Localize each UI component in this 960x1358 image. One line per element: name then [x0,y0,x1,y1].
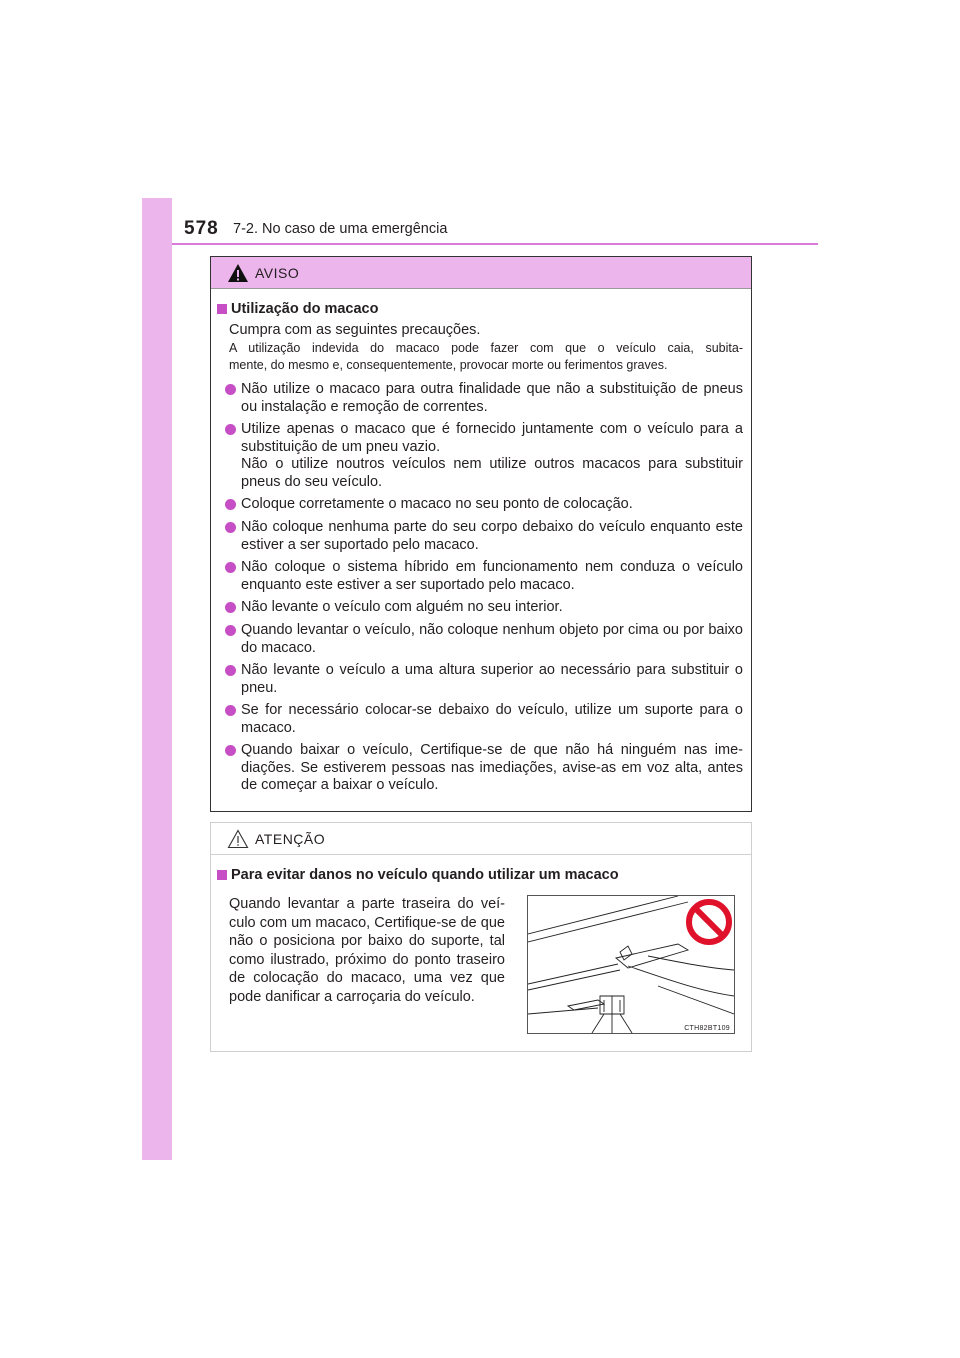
warning-bullet: Não levante o veículo a uma altura superior ao necessário para substituir o pneu. [225,662,743,697]
bullet-dot-icon [225,522,236,533]
chapter-side-bar [142,198,172,1160]
warning-note-line2: mente, do mesmo e, consequentemente, provocar morte ou ferimentos graves. [229,358,668,372]
bullet-dot-icon [225,562,236,573]
caution-topic-text: Para evitar danos no veículo quando utilizar um macaco [231,867,619,883]
warning-bullet: Não levante o veículo com alguém no seu interior. [225,599,743,617]
bullet-dot-icon [225,665,236,676]
warning-note-line1: A utilização indevida do macaco pode fazer com que o veículo caia, subita- [229,341,743,355]
caution-label: ATENÇÃO [255,830,326,847]
bullet-dot-icon [225,499,236,510]
header-rule [172,243,818,245]
caution-box [210,822,752,1052]
warning-bullet: Não coloque o sistema híbrido em funcionamento nem conduza o veículo enquanto este estiver a ser suportado pelo macaco. [225,559,743,594]
warning-topic-text: Utilização do macaco [231,301,379,317]
bullet-dot-icon [225,745,236,756]
warning-box [210,256,752,812]
bullet-dot-icon [225,424,236,435]
warning-label: AVISO [255,264,300,281]
warning-topic [217,301,378,317]
topic-square-icon [217,870,227,880]
bullet-dot-icon [225,705,236,716]
caution-header [211,823,751,855]
caution-topic [217,867,619,883]
bullet-dot-icon [225,384,236,395]
page-number: 578 [184,218,219,239]
warning-intro: Cumpra com as seguintes precauções. [229,322,481,338]
warning-bullet: Coloque corretamente o macaco no seu ponto de colocação. [225,496,743,514]
caution-text: Quando levantar a parte traseira do veí-culo com um macaco, Certifique-se de que não o posiciona por baixo do suporte, tal como ilustrado, próximo do ponto traseiro de colocação do macaco, uma vez que pode danificar a carroçaria do veículo. [229,896,505,1005]
warning-header [211,257,751,289]
bullet-dot-icon [225,602,236,613]
warning-bullet: Não coloque nenhuma parte do seu corpo debaixo do veículo enquanto este estiver a ser suportado pelo macaco. [225,519,743,554]
caution-triangle-icon [227,829,249,849]
topic-square-icon [217,304,227,314]
warning-bullet: Quando baixar o veículo, Certifique-se de que não há ninguém nas ime-diações. Se estiverem pessoas nas imediações, avise-as em voz alta, antes de começar a baixar o veículo. [225,742,743,795]
warning-triangle-icon [227,263,249,283]
warning-bullet: Quando levantar o veículo, não coloque nenhum objeto por cima ou por baixo do macaco. [225,622,743,657]
warning-bullet: Utilize apenas o macaco que é fornecido juntamente com o veículo para a substituição de um pneu vazio. Não o utilize noutros veículos nem utilize outros macacos para substituir pneus do seu veículo. [225,421,743,491]
bullet-dot-icon [225,625,236,636]
warning-bullet: Não utilize o macaco para outra finalidade que não a substituição de pneus ou instalação e remoção de correntes. [225,381,743,416]
image-code: CTH82BT109 [684,1025,730,1032]
warning-bullet: Se for necessário colocar-se debaixo do veículo, utilize um suporte para o macaco. [225,702,743,737]
vehicle-underbody-drawing [528,896,734,1033]
section-title: 7-2. No caso de uma emergência [233,221,448,237]
jack-illustration [527,895,735,1034]
